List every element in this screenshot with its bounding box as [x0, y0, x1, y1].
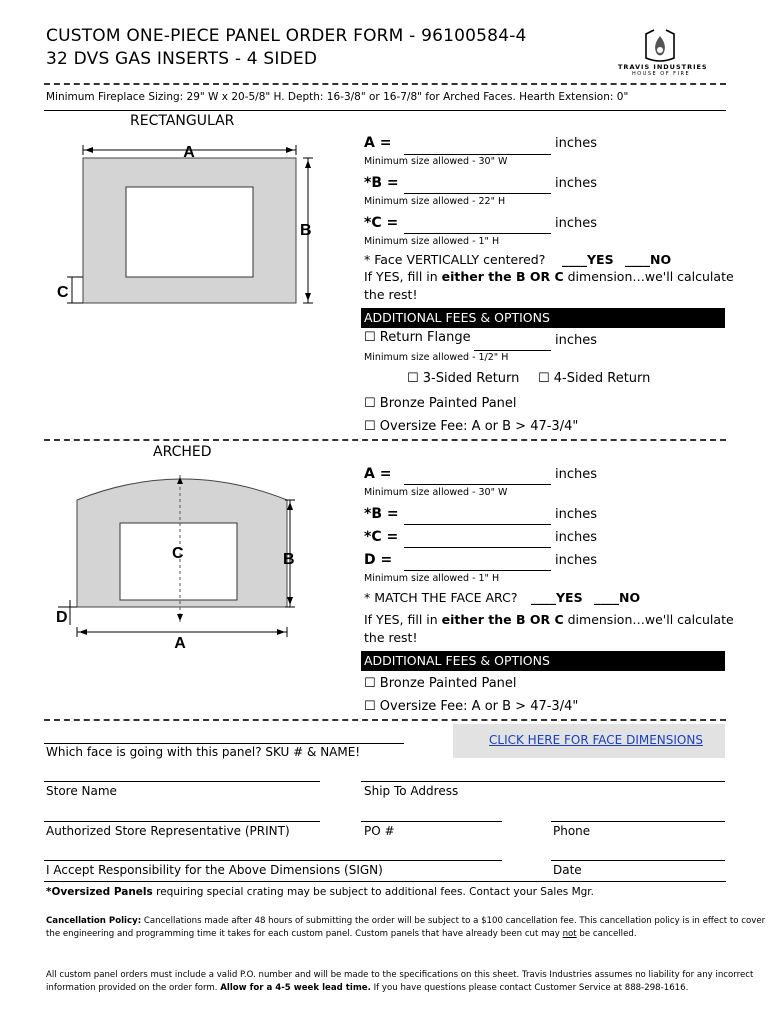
arched-fill-instruction: If YES, fill in either the B OR C dimension…we'll calculate [364, 612, 734, 627]
face-dimensions-link-box[interactable] [453, 724, 725, 758]
signature-input[interactable] [44, 860, 502, 861]
header-bottom-rule [44, 110, 726, 111]
footer-rule [44, 881, 726, 882]
four-sided-return-checkbox[interactable]: ☐ 4-Sided Return [538, 371, 651, 386]
rect-bronze-checkbox[interactable]: ☐ Bronze Painted Panel [364, 396, 517, 411]
store-name-label: Store Name [46, 784, 117, 798]
form-title-line1: CUSTOM ONE-PIECE PANEL ORDER FORM - 96100584-4 [46, 26, 527, 46]
face-dimensions-link[interactable]: CLICK HERE FOR FACE DIMENSIONS [489, 733, 703, 747]
rect-no-option[interactable]: ____NO [625, 252, 672, 267]
footer-divider [44, 719, 726, 721]
rect-b-units: inches [555, 176, 598, 191]
po-label: PO # [364, 824, 395, 838]
rect-fill-instruction: If YES, fill in either the B OR C dimension…we'll calculate [364, 269, 734, 284]
rect-fill-instruction-2: the rest! [364, 287, 418, 302]
arched-a-units: inches [555, 467, 598, 482]
phone-label: Phone [553, 824, 591, 838]
arched-c-input[interactable] [404, 547, 551, 548]
arched-label-b: B [283, 551, 295, 568]
arched-a-input[interactable] [404, 484, 551, 485]
disclaimer-line1: All custom panel orders must include a valid P.O. number and will be made to the specifications on this sheet. Travis Industries assumes no liability for any incorrect [46, 970, 754, 980]
form-title-line2: 32 DVS GAS INSERTS - 4 SIDED [46, 49, 318, 69]
arched-d-label: D = [364, 552, 393, 568]
arched-a-min: Minimum size allowed - 30" W [364, 487, 508, 498]
rect-a-label: A = [364, 135, 392, 151]
three-sided-return-checkbox[interactable]: ☐ 3-Sided Return [407, 371, 520, 386]
rect-yes-option[interactable]: ____YES [562, 252, 614, 267]
rect-c-label: *C = [364, 215, 399, 231]
rect-fees-header: ADDITIONAL FEES & OPTIONS [361, 308, 725, 328]
header-divider [44, 83, 726, 85]
arched-fees-header: ADDITIONAL FEES & OPTIONS [361, 651, 725, 671]
rect-oversize-checkbox[interactable]: ☐ Oversize Fee: A or B > 47-3/4" [364, 419, 579, 434]
arched-heading: ARCHED [153, 444, 212, 460]
diagram-label-b: B [300, 222, 312, 239]
date-label: Date [553, 863, 582, 877]
arched-b-input[interactable] [404, 524, 551, 525]
arched-c-label: *C = [364, 529, 399, 545]
rect-b-input[interactable] [404, 193, 551, 194]
logo-name: TRAVIS INDUSTRIES [618, 63, 708, 71]
arched-match-question: * MATCH THE FACE ARC? [364, 590, 518, 605]
arched-label-c: C [172, 545, 184, 562]
disclaimer-line2: information provided on the order form. Allow for a 4-5 week lead time. If you have questions please contact Customer Service at 888-298-1616. [46, 983, 689, 993]
arched-b-label: *B = [364, 506, 399, 522]
return-flange-input[interactable] [474, 350, 551, 351]
arched-b-units: inches [555, 507, 598, 522]
rectangular-heading: RECTANGULAR [130, 113, 235, 129]
diagram-label-a: A [183, 144, 195, 161]
rect-c-input[interactable] [404, 233, 551, 234]
arched-oversize-checkbox[interactable]: ☐ Oversize Fee: A or B > 47-3/4" [364, 699, 579, 714]
cancellation-policy-line1: Cancellation Policy: Cancellations made after 48 hours of submitting the order will be subject to a $100 cancellation fee. This cancellation policy is in effect to cover [46, 916, 766, 926]
arched-d-units: inches [555, 553, 598, 568]
store-name-input[interactable] [44, 781, 320, 782]
which-face-label: Which face is going with this panel? SKU # & NAME! [46, 745, 361, 759]
rect-b-label: *B = [364, 175, 399, 191]
cancellation-policy-line2: the engineering and programming time it takes for each custom panel. Custom panels that have already been cut may not be cancelled. [46, 929, 637, 939]
date-input[interactable] [551, 860, 725, 861]
rectangular-diagram [50, 135, 325, 310]
return-flange-min: Minimum size allowed - 1/2" H [364, 352, 509, 363]
ship-to-input[interactable] [361, 781, 725, 782]
arched-d-min: Minimum size allowed - 1" H [364, 573, 500, 584]
return-flange-units: inches [555, 333, 598, 348]
rect-centered-question: * Face VERTICALLY centered? [364, 252, 546, 267]
arched-c-units: inches [555, 530, 598, 545]
diagram-label-c: C [57, 284, 69, 301]
arched-bronze-checkbox[interactable]: ☐ Bronze Painted Panel [364, 676, 517, 691]
arched-no-option[interactable]: ____NO [594, 590, 641, 605]
arched-a-label: A = [364, 466, 392, 482]
return-flange-checkbox[interactable]: ☐ Return Flange [364, 330, 471, 345]
po-input[interactable] [361, 821, 502, 822]
rect-a-input[interactable] [404, 154, 551, 155]
ship-to-label: Ship To Address [364, 784, 459, 798]
min-fireplace-sizing: Minimum Fireplace Sizing: 29" W x 20-5/8" H. Depth: 16-3/8" or 16-7/8" for Arched Faces. Hearth Extension: 0" [46, 91, 629, 103]
oversized-note: *Oversized Panels requiring special crating may be subject to additional fees. Contact your Sales Mgr. [46, 886, 595, 898]
rect-a-units: inches [555, 136, 598, 151]
phone-input[interactable] [551, 821, 725, 822]
arched-yes-option[interactable]: ____YES [531, 590, 583, 605]
arched-diagram [50, 470, 310, 650]
rect-c-units: inches [555, 216, 598, 231]
accept-label: I Accept Responsibility for the Above Dimensions (SIGN) [46, 863, 383, 877]
arched-label-a: A [174, 635, 186, 650]
logo-sub: HOUSE OF FIRE [632, 71, 691, 77]
section-divider [44, 439, 726, 441]
rect-a-min: Minimum size allowed - 30" W [364, 156, 508, 167]
arched-fill-instruction-2: the rest! [364, 630, 418, 645]
arched-label-d: D [56, 609, 68, 626]
rect-c-min: Minimum size allowed - 1" H [364, 236, 500, 247]
rep-label: Authorized Store Representative (PRINT) [46, 824, 290, 838]
arched-d-input[interactable] [404, 570, 551, 571]
rect-b-min: Minimum size allowed - 22" H [364, 196, 506, 207]
rep-input[interactable] [44, 821, 320, 822]
face-sku-input[interactable] [44, 743, 404, 744]
